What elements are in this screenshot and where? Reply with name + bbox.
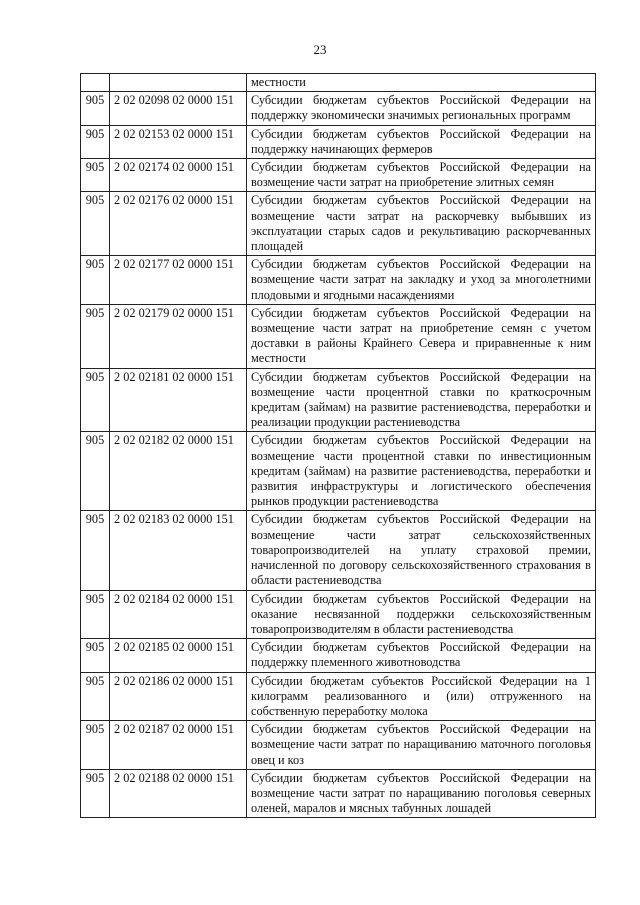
- admin-code-cell: 905: [81, 672, 110, 721]
- revenue-code-cell: [110, 74, 247, 92]
- revenue-code-cell: 2 02 02185 02 0000 151: [110, 639, 247, 672]
- table-row: [81, 74, 596, 92]
- revenue-name-cell: Субсидии бюджетам субъектов Российской Федерации на возмещение части процентной ставки по инвестиционным кредитам (займам) на развитие растениеводства, переработки и развития инфраструктуры и логистического обеспечения рынков продукции растениеводства: [247, 432, 596, 511]
- admin-code-cell: 905: [81, 159, 110, 192]
- revenue-code-cell: 2 02 02186 02 0000 151: [110, 672, 247, 721]
- admin-code-cell: 905: [81, 511, 110, 590]
- admin-code-cell: 905: [81, 256, 110, 305]
- admin-code-cell: 905: [81, 304, 110, 368]
- table-row: [81, 672, 596, 721]
- admin-code-cell: [81, 74, 110, 92]
- revenue-code-cell: 2 02 02181 02 0000 151: [110, 368, 247, 432]
- revenue-code-cell: 2 02 02183 02 0000 151: [110, 511, 247, 590]
- revenue-code-cell: 2 02 02184 02 0000 151: [110, 590, 247, 639]
- admin-code-cell: 905: [81, 368, 110, 432]
- revenue-code-cell: 2 02 02179 02 0000 151: [110, 304, 247, 368]
- revenue-name-cell: Субсидии бюджетам субъектов Российской Федерации на поддержку экономически значимых региональных программ: [247, 92, 596, 125]
- revenue-name-cell: Субсидии бюджетам субъектов Российской Федерации на возмещение части затрат на приобретение семян с учетом доставки в районы Крайнего Севера и приравненные к ним местности: [247, 304, 596, 368]
- table-row: [81, 92, 596, 125]
- table-row: [81, 639, 596, 672]
- revenue-code-cell: 2 02 02177 02 0000 151: [110, 256, 247, 305]
- revenue-name-cell: Субсидии бюджетам субъектов Российской Федерации на поддержку племенного животноводства: [247, 639, 596, 672]
- table-row: [81, 159, 596, 192]
- revenue-code-cell: 2 02 02098 02 0000 151: [110, 92, 247, 125]
- revenue-name-cell: местности: [247, 74, 596, 92]
- revenue-name-cell: Субсидии бюджетам субъектов Российской Федерации на возмещение части процентной ставки по краткосрочным кредитам (займам) на развитие растениеводства, переработки и реализации продукции растениеводства: [247, 368, 596, 432]
- revenue-name-cell: Субсидии бюджетам субъектов Российской Федерации на возмещение части затрат на приобретение элитных семян: [247, 159, 596, 192]
- revenue-name-cell: Субсидии бюджетам субъектов Российской Федерации на 1 килограмм реализованного и (или) отгруженного на собственную переработку молока: [247, 672, 596, 721]
- table-row: [81, 511, 596, 590]
- table-row: [81, 192, 596, 256]
- revenue-code-cell: 2 02 02182 02 0000 151: [110, 432, 247, 511]
- admin-code-cell: 905: [81, 125, 110, 158]
- admin-code-cell: 905: [81, 92, 110, 125]
- table-row: [81, 304, 596, 368]
- admin-code-cell: 905: [81, 639, 110, 672]
- table-row: [81, 769, 596, 818]
- budget-classification-table: [80, 73, 596, 818]
- table-row: [81, 590, 596, 639]
- revenue-name-cell: Субсидии бюджетам субъектов Российской Федерации на возмещение части затрат на раскорчевку выбывших из эксплуатации старых садов и рекультивацию раскорчеванных площадей: [247, 192, 596, 256]
- admin-code-cell: 905: [81, 590, 110, 639]
- revenue-code-cell: 2 02 02187 02 0000 151: [110, 721, 247, 770]
- admin-code-cell: 905: [81, 192, 110, 256]
- revenue-name-cell: Субсидии бюджетам субъектов Российской Федерации на возмещение части затрат на закладку и уход за многолетними плодовыми и ягодными насаждениями: [247, 256, 596, 305]
- table-body: [81, 74, 596, 818]
- admin-code-cell: 905: [81, 432, 110, 511]
- table-row: [81, 368, 596, 432]
- revenue-code-cell: 2 02 02153 02 0000 151: [110, 125, 247, 158]
- table-row: [81, 125, 596, 158]
- table-row: [81, 721, 596, 770]
- revenue-name-cell: Субсидии бюджетам субъектов Российской Федерации на возмещение части затрат по наращиванию поголовья северных оленей, маралов и мясных табунных лошадей: [247, 769, 596, 818]
- revenue-code-cell: 2 02 02174 02 0000 151: [110, 159, 247, 192]
- revenue-name-cell: Субсидии бюджетам субъектов Российской Федерации на оказание несвязанной поддержки сельскохозяйственным товаропроизводителям в области растениеводства: [247, 590, 596, 639]
- page-number: 23: [313, 42, 327, 57]
- revenue-code-cell: 2 02 02176 02 0000 151: [110, 192, 247, 256]
- admin-code-cell: 905: [81, 721, 110, 770]
- revenue-name-cell: Субсидии бюджетам субъектов Российской Федерации на поддержку начинающих фермеров: [247, 125, 596, 158]
- table-row: [81, 432, 596, 511]
- revenue-code-cell: 2 02 02188 02 0000 151: [110, 769, 247, 818]
- revenue-name-cell: Субсидии бюджетам субъектов Российской Федерации на возмещение части затрат по наращиванию маточного поголовья овец и коз: [247, 721, 596, 770]
- table-row: [81, 256, 596, 305]
- revenue-name-cell: Субсидии бюджетам субъектов Российской Федерации на возмещение части затрат сельскохозяйственных товаропроизводителей на уплату страховой премии, начисленной по договору сельскохозяйственного страхования в области растениеводства: [247, 511, 596, 590]
- admin-code-cell: 905: [81, 769, 110, 818]
